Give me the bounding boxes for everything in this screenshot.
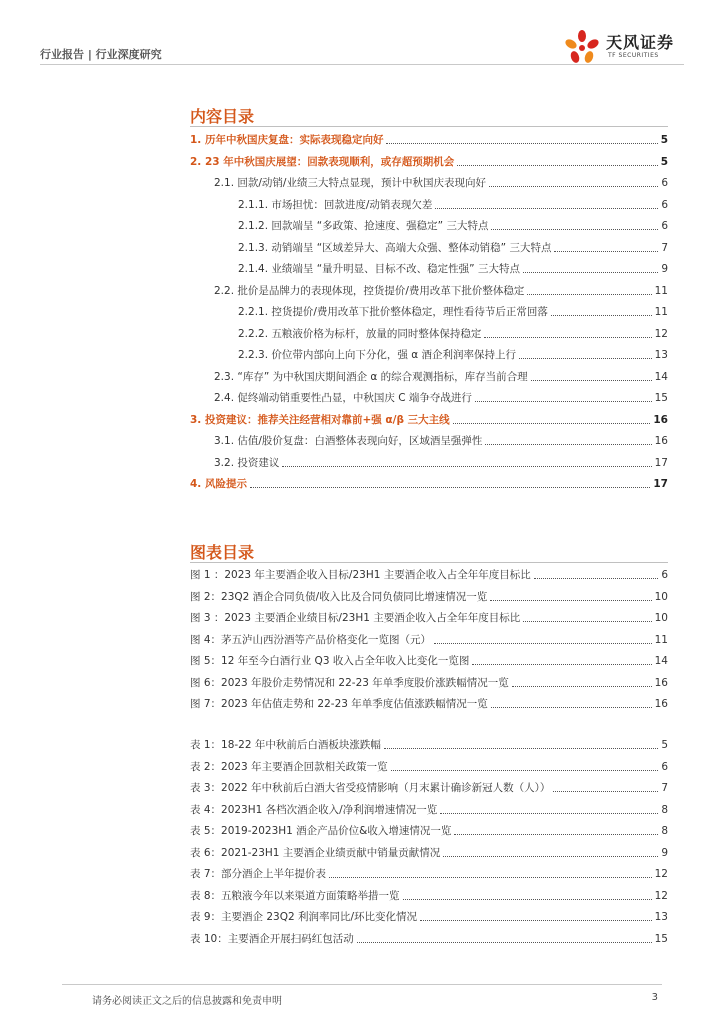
toc-entry-page: 13	[654, 349, 668, 361]
table-entry-title: 表 4：2023H1 各档次酒企收入/净利润增速情况一览	[190, 803, 438, 816]
figure-entry-page: 6	[661, 569, 668, 581]
header-divider	[40, 64, 684, 65]
dot-leader	[454, 834, 658, 835]
table-entry[interactable]	[190, 736, 668, 752]
toc-entry[interactable]	[190, 325, 668, 341]
dot-leader	[443, 856, 658, 857]
toc-entry-title: 1. 历年中秋国庆复盘：实际表现稳定向好	[190, 134, 384, 146]
toc-entry-page: 16	[654, 435, 668, 447]
figure-entry[interactable]	[190, 695, 668, 711]
table-entry[interactable]	[190, 758, 668, 774]
figure-entry-title: 图 7：2023 年估值走势和 22-23 年单季度估值涨跌幅情况一览	[190, 698, 488, 710]
toc-entry[interactable]	[190, 303, 668, 319]
dot-leader	[420, 920, 652, 921]
dot-leader	[475, 401, 652, 402]
table-entry-title: 表 5：2019-2023H1 酒企产品价位&收入增速情况一览	[190, 825, 452, 837]
dot-leader	[282, 466, 651, 467]
table-entry[interactable]	[190, 822, 668, 838]
dot-leader	[403, 899, 652, 900]
toc-entry-title: 2.1.3. 动销端呈 “区域差异大、高端大众强、整体动销稳” 三大特点	[238, 241, 552, 254]
dot-leader	[490, 600, 651, 601]
figure-entry-title: 图 4：茅五泸山西汾酒等产品价格变化一览图（元）	[190, 633, 432, 646]
figure-entry[interactable]	[190, 674, 668, 690]
table-entry[interactable]	[190, 887, 668, 903]
report-category: 行业报告 | 行业深度研究	[40, 48, 162, 61]
company-logo	[562, 28, 682, 72]
figure-entry-page: 16	[654, 698, 668, 710]
toc-entry[interactable]	[190, 260, 668, 276]
table-entry-page: 12	[654, 889, 668, 902]
toc-entry-title: 2.1. 回款/动销/业绩三大特点显现，预计中秋国庆表现向好	[214, 177, 486, 189]
figure-entry[interactable]	[190, 652, 668, 668]
toc-entry-page: 11	[654, 284, 668, 297]
dot-leader	[384, 748, 658, 749]
footer-disclaimer: 请务必阅读正文之后的信息披露和免责申明	[92, 996, 282, 1007]
dot-leader	[484, 337, 651, 338]
dot-leader	[523, 621, 651, 622]
footer-divider	[62, 984, 662, 985]
table-entry[interactable]	[190, 844, 668, 860]
dot-leader	[357, 942, 652, 943]
toc-entry-title: 4. 风险提示	[190, 478, 247, 490]
toc-entry-page: 6	[661, 198, 668, 211]
table-entry-title: 表 6：2021-23H1 主要酒企业绩贡献中销量贡献情况	[190, 846, 441, 859]
table-entry[interactable]	[190, 865, 668, 881]
toc-entry-title: 3.2. 投资建议	[214, 456, 280, 469]
toc-entry-page: 5	[660, 155, 668, 168]
table-entry-title: 表 10：主要酒企开展扫码红包活动	[190, 932, 354, 945]
toc-entry-title: 3. 投资建议：推荐关注经营相对靠前+强 α/β 三大主线	[190, 413, 450, 426]
toc-entry-page: 17	[653, 478, 668, 490]
table-entry-page: 15	[654, 932, 668, 945]
toc-entry[interactable]	[190, 282, 668, 298]
dot-leader	[250, 487, 650, 488]
dot-leader	[523, 272, 658, 273]
table-entry-page: 9	[661, 846, 668, 859]
dot-leader	[457, 165, 657, 166]
logo-subtext: TF SECURITIES	[608, 52, 659, 59]
toc-entry-page: 16	[653, 413, 668, 426]
toc-entry-title: 2.3. “库存” 为中秋国庆期间酒企 α 的综合观测指标，库存当前合理	[214, 370, 528, 383]
figure-entry-page: 11	[654, 633, 668, 646]
dot-leader	[386, 143, 657, 144]
table-entry-title: 表 3：2022 年中秋前后白酒大省受疫情影响（月末累计确诊新冠人数（人））	[190, 782, 551, 794]
figure-entry[interactable]	[190, 609, 668, 625]
toc-title: 内容目录	[190, 107, 255, 126]
figures-title: 图表目录	[190, 543, 255, 562]
toc-entry-title: 2. 23 年中秋国庆展望：回款表现顺利，或存超预期机会	[190, 155, 455, 168]
table-entry-page: 8	[661, 803, 668, 816]
toc-entry-title: 2.2.1. 控货提价/费用改革下批价整体稳定，理性看待节后正常回落	[238, 306, 548, 318]
figure-entry-page: 10	[654, 590, 668, 603]
figure-entry-title: 图 5：12 年至今白酒行业 Q3 收入占全年收入比变化一览图	[190, 655, 470, 667]
figure-entry[interactable]	[190, 588, 668, 604]
toc-entry[interactable]	[190, 217, 668, 233]
dot-leader	[435, 208, 658, 209]
toc-entry[interactable]	[190, 131, 668, 147]
toc-entry-title: 2.1.2. 回款端呈 “多政策、抢速度、强稳定” 三大特点	[238, 220, 489, 232]
toc-entry[interactable]	[190, 239, 668, 255]
figure-entry-page: 14	[654, 655, 668, 667]
toc-entry-page: 15	[654, 392, 668, 404]
figure-entry-page: 16	[654, 676, 668, 689]
dot-leader	[512, 686, 652, 687]
toc-entry-page: 12	[654, 327, 668, 340]
dot-leader	[551, 315, 652, 316]
toc-entry-page: 11	[654, 306, 668, 318]
dot-leader	[534, 578, 659, 579]
toc-entry[interactable]	[190, 368, 668, 384]
figure-entry-title: 图 2：23Q2 酒企合同负债/收入比及合同负债同比增速情况一览	[190, 590, 488, 603]
toc-entry-page: 5	[660, 134, 668, 146]
table-entry-title: 表 7：部分酒企上半年提价表	[190, 868, 327, 880]
toc-entry[interactable]	[190, 174, 668, 190]
toc-entry-title: 2.2.3. 价位带内部向上向下分化，强 α 酒企利润率保持上行	[238, 349, 516, 361]
figures-title-divider	[190, 562, 668, 563]
toc-entry-page: 7	[661, 241, 668, 254]
figure-entry[interactable]	[190, 566, 668, 582]
dot-leader	[329, 877, 652, 878]
figure-entry-title: 图 1 ：2023 年主要酒企收入目标/23H1 主要酒企收入占全年年度目标比	[190, 569, 531, 581]
dot-leader	[491, 229, 658, 230]
toc-entry-title: 3.1. 估值/股价复盘：白酒整体表现向好，区域酒呈强弹性	[214, 435, 483, 447]
toc-entry-page: 9	[661, 263, 668, 275]
toc-entry[interactable]	[190, 454, 668, 470]
figure-entry-title: 图 3 ：2023 主要酒企业绩目标/23H1 主要酒企收入占全年年度目标比	[190, 612, 521, 624]
dot-leader	[391, 770, 659, 771]
toc-entry-title: 2.1.4. 业绩端呈 “量升明显、目标不改、稳定性强” 三大特点	[238, 263, 520, 275]
table-entry-page: 8	[661, 825, 668, 837]
dot-leader	[485, 444, 651, 445]
table-entry-page: 7	[661, 782, 668, 794]
toc-entry-page: 6	[661, 177, 668, 189]
toc-entry-title: 2.4. 促终端动销重要性凸显，中秋国庆 C 端争夺战进行	[214, 392, 472, 404]
table-entry[interactable]	[190, 801, 668, 817]
dot-leader	[519, 358, 652, 359]
table-entry-page: 12	[654, 868, 668, 880]
toc-entry-page: 6	[661, 220, 668, 232]
table-entry[interactable]	[190, 908, 668, 924]
dot-leader	[553, 791, 658, 792]
dot-leader	[453, 423, 651, 424]
table-entry-title: 表 9：主要酒企 23Q2 利润率同比/环比变化情况	[190, 911, 418, 923]
toc-title-divider	[190, 126, 668, 127]
toc-entry-title: 2.1.1. 市场担忧：回款进度/动销表现欠差	[238, 198, 433, 211]
toc-entry-page: 14	[654, 370, 668, 383]
toc-entry[interactable]	[190, 475, 668, 491]
toc-entry[interactable]	[190, 432, 668, 448]
table-entry-title: 表 1：18-22 年中秋前后白酒板块涨跌幅	[190, 739, 381, 751]
dot-leader	[489, 186, 658, 187]
dot-leader	[434, 643, 652, 644]
toc-entry[interactable]	[190, 389, 668, 405]
page-number: 3	[651, 992, 658, 1003]
toc-entry[interactable]	[190, 411, 668, 427]
toc-entry-page: 17	[654, 456, 668, 469]
dot-leader	[491, 707, 652, 708]
dot-leader	[472, 664, 651, 665]
dot-leader	[527, 294, 651, 295]
logo-text: 天风证券	[606, 33, 675, 52]
table-entry-page: 6	[661, 760, 668, 773]
figure-entry-page: 10	[654, 612, 668, 624]
table-entry-title: 表 8：五粮液今年以来渠道方面策略举措一览	[190, 889, 400, 902]
toc-entry-title: 2.2.2. 五粮液价格为标杆，放量的同时整体保持稳定	[238, 327, 482, 340]
dot-leader	[554, 251, 658, 252]
toc-entry[interactable]	[190, 153, 668, 169]
toc-entry[interactable]	[190, 346, 668, 362]
table-entry-page: 5	[661, 739, 668, 751]
figure-entry[interactable]	[190, 631, 668, 647]
table-entry[interactable]	[190, 930, 668, 946]
dot-leader	[440, 813, 658, 814]
figure-entry-title: 图 6：2023 年股价走势情况和 22-23 年单季度股价涨跌幅情况一览	[190, 676, 509, 689]
toc-entry-title: 2.2. 批价是品牌力的表现体现，控货提价/费用改革下批价整体稳定	[214, 284, 525, 297]
table-entry-page: 13	[654, 911, 668, 923]
toc-entry[interactable]	[190, 196, 668, 212]
table-entry[interactable]	[190, 779, 668, 795]
table-entry-title: 表 2：2023 年主要酒企回款相关政策一览	[190, 760, 388, 773]
dot-leader	[531, 380, 652, 381]
tf-securities-logo-icon	[562, 28, 602, 68]
